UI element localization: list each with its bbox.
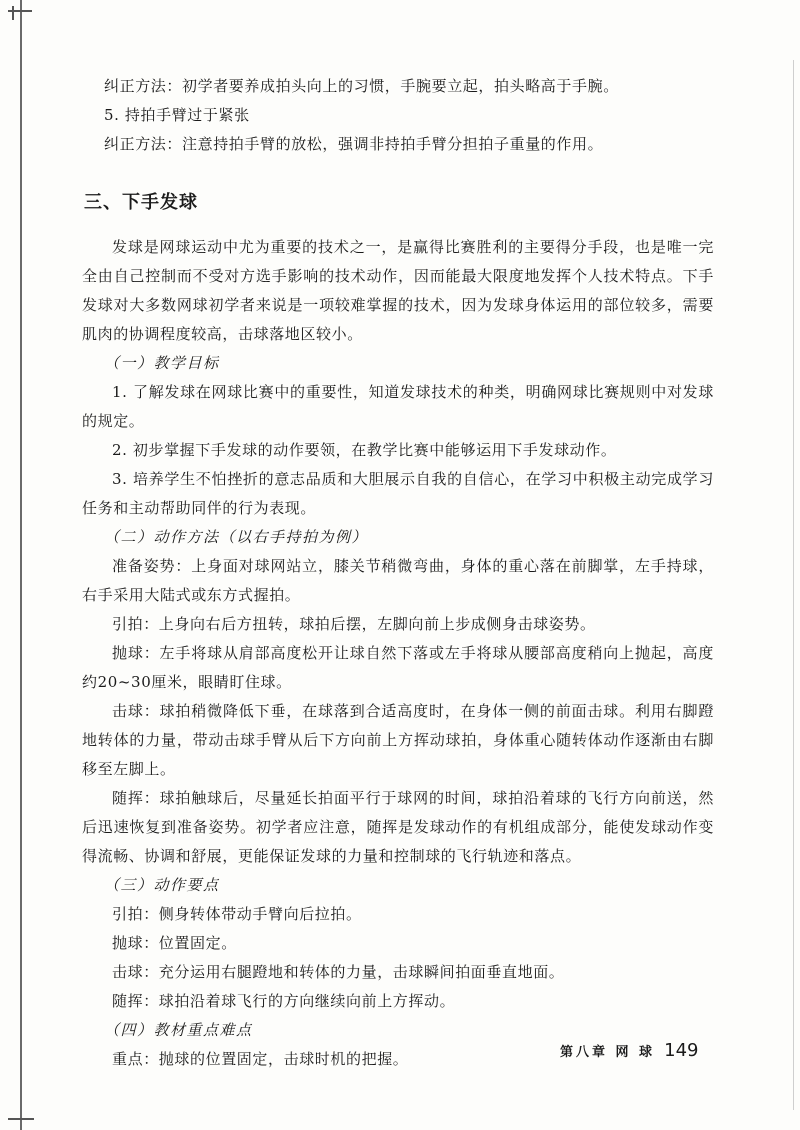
correction-method-1: 纠正方法：初学者要养成拍头向上的习惯，手腕要立起，拍头略高于手腕。 [104,77,619,95]
error-item-5: 5. 持拍手臂过于紧张 [104,106,250,124]
section-heading: 三、下手发球 [84,192,198,213]
method-item: 随挥：球拍触球后，尽量延长拍面平行于球网的时间，球拍沿着球的飞行方向前送，然后迅速恢复到准备姿势。初学者应注意，随挥是发球动作的有机组成部分，能使发球动作变得流畅、协调和舒展，更能保证发球的力量和控制球的飞行轨迹和落点。 [82,789,714,865]
subsection-title-goals: （一）教学目标 [104,354,220,372]
binding-corner-mark [8,6,32,20]
method-item: 抛球：左手将球从肩部高度松开让球自然下落或左手将球从腰部高度稍向上抛起，高度约20~30厘米，眼睛盯住球。 [82,644,714,691]
binding-edge-line [20,0,22,1130]
intro-paragraph: 发球是网球运动中尤为重要的技术之一，是赢得比赛胜利的主要得分手段，也是唯一完全由自己控制而不受对方选手影响的技术动作，因而能最大限度地发挥个人技术特点。下手发球对大多数网球初学者来说是一项较难掌握的技术，因为发球身体运用的部位较多，需要肌肉的协调程度较高，击球落地区较小。 [82,238,714,343]
correction-method-2: 纠正方法：注意持拍手臂的放松，强调非持拍手臂分担拍子重量的作用。 [104,135,604,153]
method-item: 击球：球拍稍微降低下垂，在球落到合适高度时，在身体一侧的前面击球。利用右脚蹬地转体的力量，带动击球手臂从后下方向前上方挥动球拍，身体重心随转体动作逐渐由右脚移至左脚上。 [82,702,714,778]
goal-item: 3. 培养学生不怕挫折的意志品质和大胆展示自我的自信心，在学习中积极主动完成学习任务和主动帮助同伴的行为表现。 [82,470,714,517]
binding-bottom-mark [8,1118,34,1120]
keypoint-item: 随挥：球拍沿着球飞行的方向继续向前上方挥动。 [112,992,456,1010]
page-number: 149 [664,1040,699,1061]
method-item: 准备姿势：上身面对球网站立，膝关节稍微弯曲，身体的重心落在前脚掌，左手持球，右手采用大陆式或东方式握拍。 [82,557,714,604]
subsection-title-keypoints: （三）动作要点 [104,876,220,894]
goal-item: 1. 了解发球在网球比赛中的重要性，知道发球技术的种类，明确网球比赛规则中对发球的规定。 [82,383,714,430]
keypoint-item: 击球：充分运用右腿蹬地和转体的力量，击球瞬间拍面垂直地面。 [112,963,565,981]
subsection-title-method: （二）动作方法（以右手持拍为例） [104,528,369,546]
page-edge-shadow [793,60,794,1110]
keypoint-item: 引拍：侧身转体带动手臂向后拉拍。 [112,905,362,923]
subsection-title-focus: （四）教材重点难点 [104,1021,253,1039]
page-body [82,72,714,1074]
goal-item: 2. 初步掌握下手发球的动作要领，在教学比赛中能够运用下手发球动作。 [112,441,617,459]
keypoint-item: 抛球：位置固定。 [112,934,237,952]
page-footer [560,1040,699,1061]
method-item: 引拍：上身向右后方扭转，球拍后摆，左脚向前上步成侧身击球姿势。 [112,615,596,633]
focus-item: 重点：抛球的位置固定，击球时机的把握。 [112,1050,409,1068]
chapter-label: 第八章 网 球 [560,1045,656,1060]
